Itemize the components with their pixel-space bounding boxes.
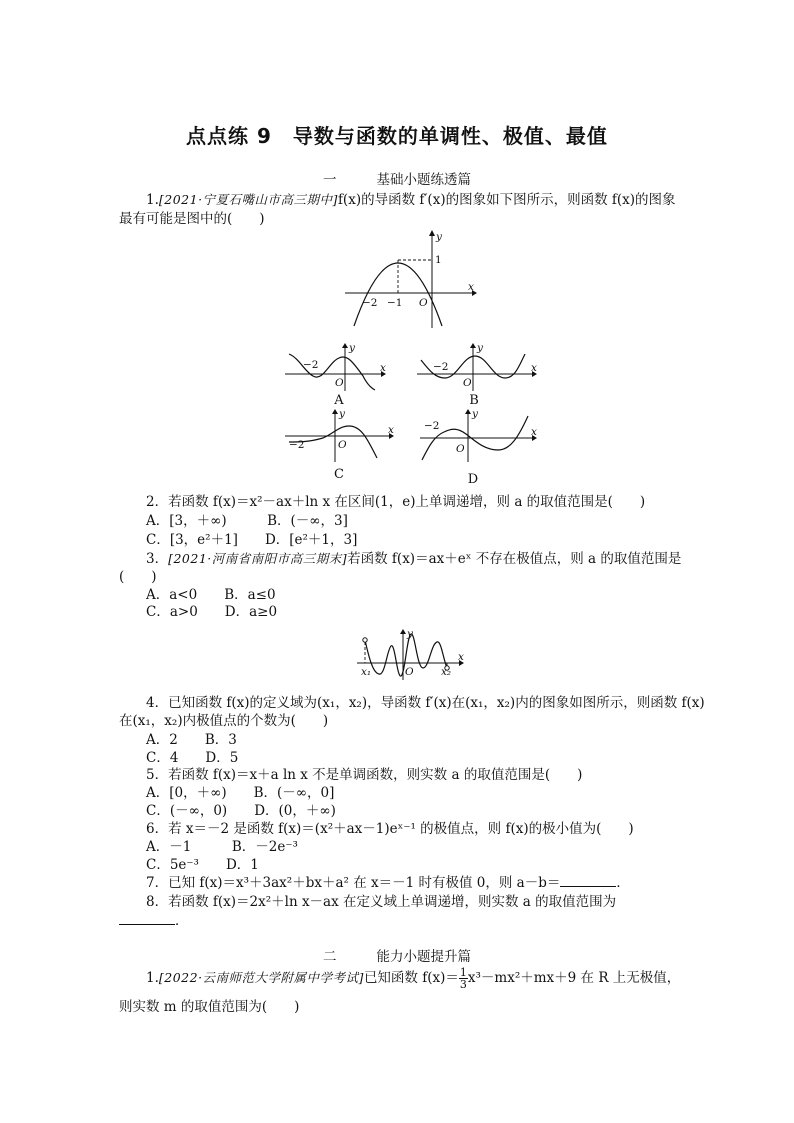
q3-source: [2021·河南省南阳市高三期末] bbox=[168, 551, 348, 566]
option-a-caption: A bbox=[334, 393, 344, 408]
q4-line1: 4．已知函数 f(x)的定义域为(x₁，x₂)，导函数 f′(x)在(x₁，x₂)内的图象如图所示，则函数 f(x) bbox=[146, 695, 705, 711]
q4-options-ab: A．2 B．3 bbox=[146, 732, 237, 748]
tick-label-one: 1 bbox=[435, 254, 442, 266]
x-axis-label: x bbox=[531, 362, 537, 374]
section-number: 二 bbox=[323, 949, 337, 965]
x-axis-label: x bbox=[468, 281, 474, 293]
q3-options-ab: A．a<0 B．a≤0 bbox=[146, 587, 276, 603]
y-axis-label: y bbox=[477, 342, 483, 354]
origin-label: O bbox=[338, 439, 347, 451]
y-axis-arrow bbox=[465, 409, 471, 414]
section-name: 能力小题提升篇 bbox=[376, 949, 471, 965]
option-b-caption: B bbox=[469, 393, 479, 408]
open-endpoint-left bbox=[363, 638, 367, 642]
y-axis-arrow bbox=[429, 230, 435, 236]
option-c-graph bbox=[283, 408, 398, 463]
q4-options-cd: C．4 D．5 bbox=[146, 750, 239, 766]
tick-label-neg2: −2 bbox=[303, 359, 319, 371]
x-axis-label: x bbox=[531, 426, 537, 438]
y-axis-arrow bbox=[332, 409, 338, 414]
q2-options-ab: A．[3，＋∞) B．(－∞，3] bbox=[146, 513, 348, 529]
option-a-curve bbox=[289, 354, 375, 390]
y-axis-label: y bbox=[407, 628, 413, 640]
option-b-graph bbox=[415, 342, 540, 392]
q3-line2: ( ) bbox=[119, 569, 157, 585]
section-heading-basic bbox=[0, 168, 794, 188]
q3-stem: 若函数 f(x)＝ax＋eˣ 不存在极值点，则 a 的取值范围是 bbox=[347, 551, 682, 567]
x1-label: x₁ bbox=[361, 666, 372, 678]
y-axis-label: y bbox=[436, 231, 442, 243]
q8-line2 bbox=[119, 912, 679, 931]
q8-line1: 8．若函数 f(x)＝2x²＋ln x－ax 在定义域上单调递增，则实数 a 的取值范围为 bbox=[146, 894, 617, 910]
page-title: 点点练 9 导数与函数的单调性、极值、最值 bbox=[186, 124, 608, 148]
s2q1-stem-a: 已知函数 f(x)＝ bbox=[363, 970, 459, 986]
origin-label: O bbox=[419, 297, 428, 309]
x-axis-label: x bbox=[458, 651, 464, 663]
y-axis-label: y bbox=[472, 408, 478, 420]
q7-end: ． bbox=[616, 875, 630, 891]
option-d-graph bbox=[418, 408, 540, 463]
s2q1-line1 bbox=[146, 967, 706, 990]
y-axis-arrow bbox=[342, 343, 348, 348]
s2q1-number: 1. bbox=[146, 970, 159, 986]
origin-label: O bbox=[405, 666, 414, 678]
q4-line2: 在(x₁，x₂)内极值点的个数为( ) bbox=[119, 713, 329, 729]
section-name: 基础小题练透篇 bbox=[376, 172, 471, 188]
section-heading-ability bbox=[0, 945, 794, 965]
q2-stem: 2．若函数 f(x)＝x²－ax＋ln x 在区间(1，e)上单调递增，则 a 的取值范围是( ) bbox=[146, 494, 646, 510]
x-axis-label: x bbox=[388, 424, 394, 436]
origin-label: O bbox=[463, 377, 472, 389]
q2-options-cd: C．[3，e²＋1] D．[e²＋1，3] bbox=[146, 532, 358, 548]
q7-line bbox=[146, 874, 706, 893]
y-axis-arrow bbox=[400, 629, 406, 634]
tick-label-neg2: −2 bbox=[289, 439, 305, 451]
q7-stem: 7．已知 f(x)＝x³＋3ax²＋bx＋a² 在 x＝－1 时有极值 0，则 a－b＝ bbox=[146, 875, 561, 891]
y-axis-arrow bbox=[470, 343, 476, 348]
q1-stem: f(x)的导函数 f′(x)的图象如下图所示，则函数 f(x)的图象 bbox=[337, 192, 676, 208]
tick-label-neg2: −2 bbox=[362, 297, 378, 309]
q5-options-ab: A．[0，＋∞) B．(－∞，0] bbox=[146, 785, 335, 801]
x2-label: x₂ bbox=[441, 666, 452, 678]
y-axis-label: y bbox=[349, 342, 355, 354]
fraction-numerator: 1 bbox=[459, 966, 467, 979]
y-axis-label: y bbox=[339, 408, 345, 420]
s2q1-line2: 则实数 m 的取值范围为( ) bbox=[119, 999, 300, 1015]
s2q1-stem-b: x³－mx²＋mx＋9 在 R 上无极值， bbox=[467, 970, 681, 986]
q6-options-ab: A．－1 B．－2e⁻³ bbox=[146, 839, 298, 855]
q3-number: 3． bbox=[146, 551, 169, 567]
q7-answer-blank[interactable] bbox=[560, 874, 616, 887]
q6-options-cd: C．5e⁻³ D．1 bbox=[146, 857, 259, 873]
fraction-one-third bbox=[459, 967, 468, 990]
section-number: 一 bbox=[323, 172, 337, 188]
q8-answer-blank[interactable] bbox=[119, 912, 175, 925]
option-d-caption: D bbox=[467, 472, 479, 487]
q1-number: 1. bbox=[146, 192, 159, 208]
q3-line1 bbox=[146, 549, 706, 569]
option-a-graph bbox=[283, 342, 388, 392]
origin-label: O bbox=[456, 443, 465, 455]
derivative-graph-figure bbox=[340, 228, 480, 333]
q8-end: ． bbox=[175, 913, 189, 929]
q6-stem: 6．若 x＝－2 是函数 f(x)＝(x²＋ax－1)eˣ⁻¹ 的极值点，则 f(x)的极小值为( ) bbox=[146, 821, 634, 837]
q1-source: [2021·宁夏石嘴山市高三期中] bbox=[158, 192, 338, 207]
q3-options-cd: C．a>0 D．a≥0 bbox=[146, 604, 278, 620]
q1-line2: 最有可能是图中的( ) bbox=[119, 211, 265, 227]
tick-label-neg2: −2 bbox=[433, 361, 449, 373]
s2q1-source: [2022·云南师范大学附属中学考试] bbox=[158, 970, 364, 985]
tick-label-neg2: −2 bbox=[424, 420, 440, 432]
q1-line1 bbox=[146, 190, 706, 210]
option-c-caption: C bbox=[334, 467, 344, 482]
tick-label-neg1: −1 bbox=[387, 297, 403, 309]
origin-label: O bbox=[335, 377, 344, 389]
q5-stem: 5．若函数 f(x)＝x＋a ln x 不是单调函数，则实数 a 的取值范围是( ) bbox=[146, 767, 583, 783]
q4-derivative-graph bbox=[355, 628, 470, 683]
q5-options-cd: C．(－∞，0) D．(0，＋∞) bbox=[146, 803, 336, 819]
x-axis-label: x bbox=[380, 362, 386, 374]
fraction-denominator: 3 bbox=[459, 978, 467, 991]
